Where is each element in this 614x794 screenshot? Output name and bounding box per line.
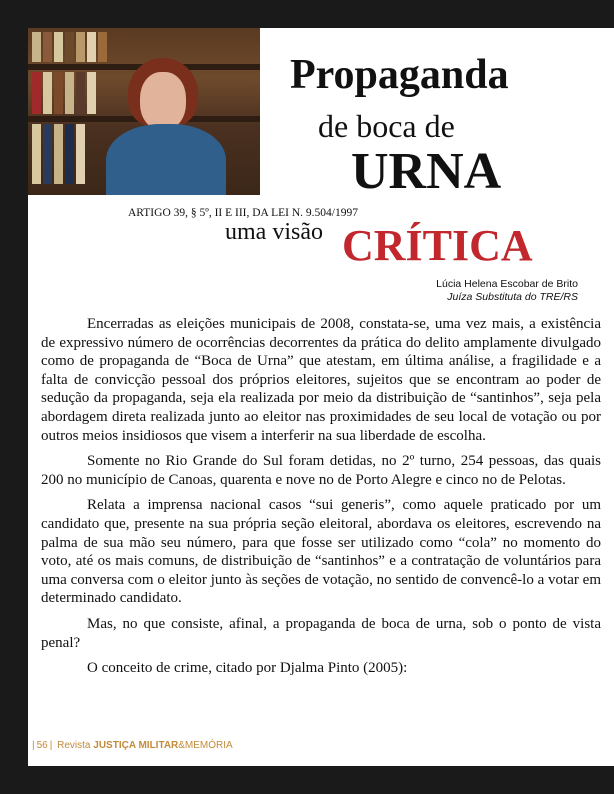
- law-reference: ARTIGO 39, § 5º, II E III, DA LEI N. 9.504/1997: [128, 207, 358, 219]
- author-photo: [28, 28, 260, 195]
- person-face: [140, 72, 186, 130]
- paragraph-3: Relata a imprensa nacional casos “sui generis”, como aquele praticado por um candidato que, presente na sua própria seção eleitoral, abordava os eleitores, escrevendo na palma de sua mão seu número, para que fosse ser utilizado como “cola” no momento do voto, até os mais comuns, de distribuição de “santinhos” e a contratação de voluntários para uma conversa com o eleitor junto às seções de votação, no sentido de convencê-lo a votar em determinado candidato.: [41, 497, 601, 607]
- paragraph-2: Somente no Rio Grande do Sul foram detidas, no 2º turno, 254 pessoas, das quais 200 no município de Canoas, quarenta e nove no de Porto Alegre e cinco no de Pelotas.: [41, 453, 601, 488]
- author-byline: [436, 278, 578, 303]
- paragraph-5: O conceito de crime, citado por Djalma Pinto (2005):: [87, 660, 408, 677]
- subtitle-emphasis: CRÍTICA: [342, 221, 533, 270]
- article-body: [41, 315, 601, 685]
- bookshelf-books-top: [32, 32, 107, 62]
- paragraph-4: Mas, no que consiste, afinal, a propaganda de boca de urna, sob o ponto de vista penal?: [41, 615, 601, 651]
- paragraph-1: Encerradas as eleições municipais de 2008, constata-se, uma vez mais, a existência de expressivo número de ocorrências decorrentes da prática do delito amplamente divulgado como de propaganda de “Boca de Urna” que atestam, em última análise, a fragilidade e a falta de convicção pessoal dos próprios eleitores, sujeitos que se encontram ao poder de sedução da propaganda, seja ela realizada por meio da distribuição de “santinhos”, seja pela abordagem direta realizada junto ao eleitor nas proximidades de seu local de votação ou por outros meios insidiosos que visem a interferir na sua liberdade de escolha.: [41, 316, 601, 444]
- bookshelf-books-middle: [32, 72, 96, 114]
- title-line-3: URNA: [351, 143, 502, 200]
- page-footer: | 56 | Revista JUSTIÇA MILITAR&MEMÓRIA: [32, 740, 233, 751]
- magazine-title: JUSTIÇA MILITAR: [93, 740, 179, 751]
- magazine-suffix: &MEMÓRIA: [178, 740, 233, 751]
- author-name: Lúcia Helena Escobar de Brito: [436, 278, 578, 290]
- title-line-2: de boca de: [318, 108, 455, 144]
- bookshelf-books-bottom: [32, 124, 85, 184]
- subtitle-prefix: uma visão: [225, 219, 323, 245]
- author-role: Juíza Substituta do TRE/RS: [447, 290, 578, 303]
- article-page: [28, 28, 614, 766]
- magazine-prefix: Revista: [57, 740, 91, 751]
- page-number: 56: [36, 740, 48, 751]
- title-line-1: Propaganda: [290, 52, 509, 98]
- person-body: [106, 124, 226, 195]
